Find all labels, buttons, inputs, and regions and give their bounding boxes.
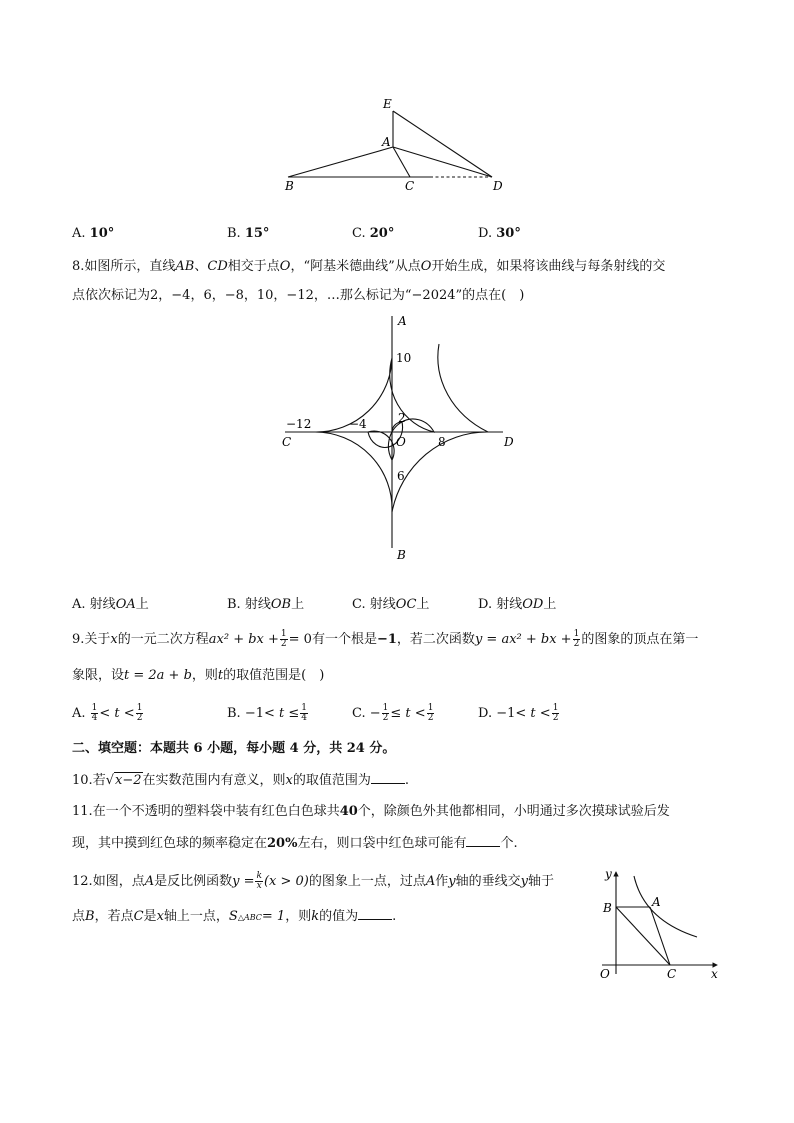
label-c: C <box>405 179 415 193</box>
q8-option-b: B. 射线OB上 <box>227 597 305 612</box>
label-ray-b: B <box>397 548 406 562</box>
label-e: E <box>383 97 392 111</box>
q9-line2: 象限，设t = 2a + b，则t的取值范围是( ) <box>72 668 325 683</box>
label-10: 10 <box>396 351 412 365</box>
q8-option-d: D. 射线OD上 <box>478 597 557 612</box>
q7-option-c: C. 20° <box>352 226 395 241</box>
q11-line1: 11.在一个不透明的塑料袋中装有红色白色球共40个，除颜色外其他都相同，小明通过多次摸球试验后发 <box>72 804 670 819</box>
label-d: D <box>493 179 503 193</box>
q8-spiral-figure <box>275 308 525 568</box>
q9-line1: 9.关于x的一元二次方程ax² + bx + $\frac{1}{2}$ = 0有一个根是−1，若二次函数y = ax² + bx + $\frac{1}{2}$ 的图象的顶点在第一 <box>72 629 699 649</box>
label-6: 6 <box>397 469 405 483</box>
label-origin: O <box>600 967 610 981</box>
label-minus-12: −12 <box>286 417 312 431</box>
q8-option-c: C. 射线OC上 <box>352 597 430 612</box>
q12-line2: 点B，若点C是x轴上一点，S△ABC= 1，则k的值为 . <box>72 909 397 924</box>
q9-option-c: C. − $\frac{1}{2}$ ≤ t < $\frac{1}{2}$ <box>352 703 434 723</box>
q12-line1: 12.如图，点A是反比例函数y = $\frac{k}{x}$ (x > 0)的图象上一点，过点A作y轴的垂线交y轴于 <box>72 871 555 891</box>
q11-line2: 现，其中摸到红色球的频率稳定在20%左右，则口袋中红色球可能有 个. <box>72 836 518 851</box>
label-ray-c: C <box>282 435 292 449</box>
q9-option-b: B. −1< t ≤ $\frac{1}{4}$ <box>227 703 308 723</box>
q11-answer-blank <box>466 834 500 847</box>
label-origin: O <box>396 435 406 449</box>
q12-answer-blank <box>358 907 392 920</box>
q8-option-a: A. 射线OA上 <box>72 597 149 612</box>
q9-option-a: A. $\frac{1}{4}$ < t < $\frac{1}{2}$ <box>72 703 143 723</box>
label-8: 8 <box>438 435 446 449</box>
q12-coordinate-figure <box>592 862 727 984</box>
label-x-axis: x <box>711 967 718 981</box>
label-ray-a: A <box>398 314 407 328</box>
q10-line: 10.若√x−2在实数范围内有意义，则x的取值范围为 . <box>72 773 410 788</box>
q8-line1: 8.如图所示，直线AB、CD相交于点O，“阿基米德曲线”从点O开始生成，如果将该曲线与每条射线的交 <box>72 259 666 274</box>
q7-option-d: D. 30° <box>478 226 521 241</box>
archimedes-spiral <box>315 344 488 512</box>
label-2: 2 <box>398 411 406 425</box>
q9-option-d: D. −1< t < $\frac{1}{2}$ <box>478 703 559 723</box>
q7-option-b: B. 15° <box>227 226 270 241</box>
label-ray-d: D <box>504 435 514 449</box>
label-b: B <box>285 179 294 193</box>
label-point-a: A <box>652 895 661 909</box>
label-a: A <box>382 135 391 149</box>
q8-line2: 点依次标记为2，−4，6，−8，10，−12，…那么标记为“−2024”的点在( ) <box>72 288 525 303</box>
label-point-c: C <box>667 967 677 981</box>
q7-triangle-figure <box>280 95 510 195</box>
q7-option-a: A. 10° <box>72 226 115 241</box>
label-point-b: B <box>603 901 612 915</box>
label-minus-4: −4 <box>349 417 367 431</box>
section-2-heading: 二、填空题：本题共 6 小题，每小题 4 分，共 24 分。 <box>72 741 396 756</box>
q10-answer-blank <box>371 771 405 784</box>
label-y-axis: y <box>605 867 612 881</box>
